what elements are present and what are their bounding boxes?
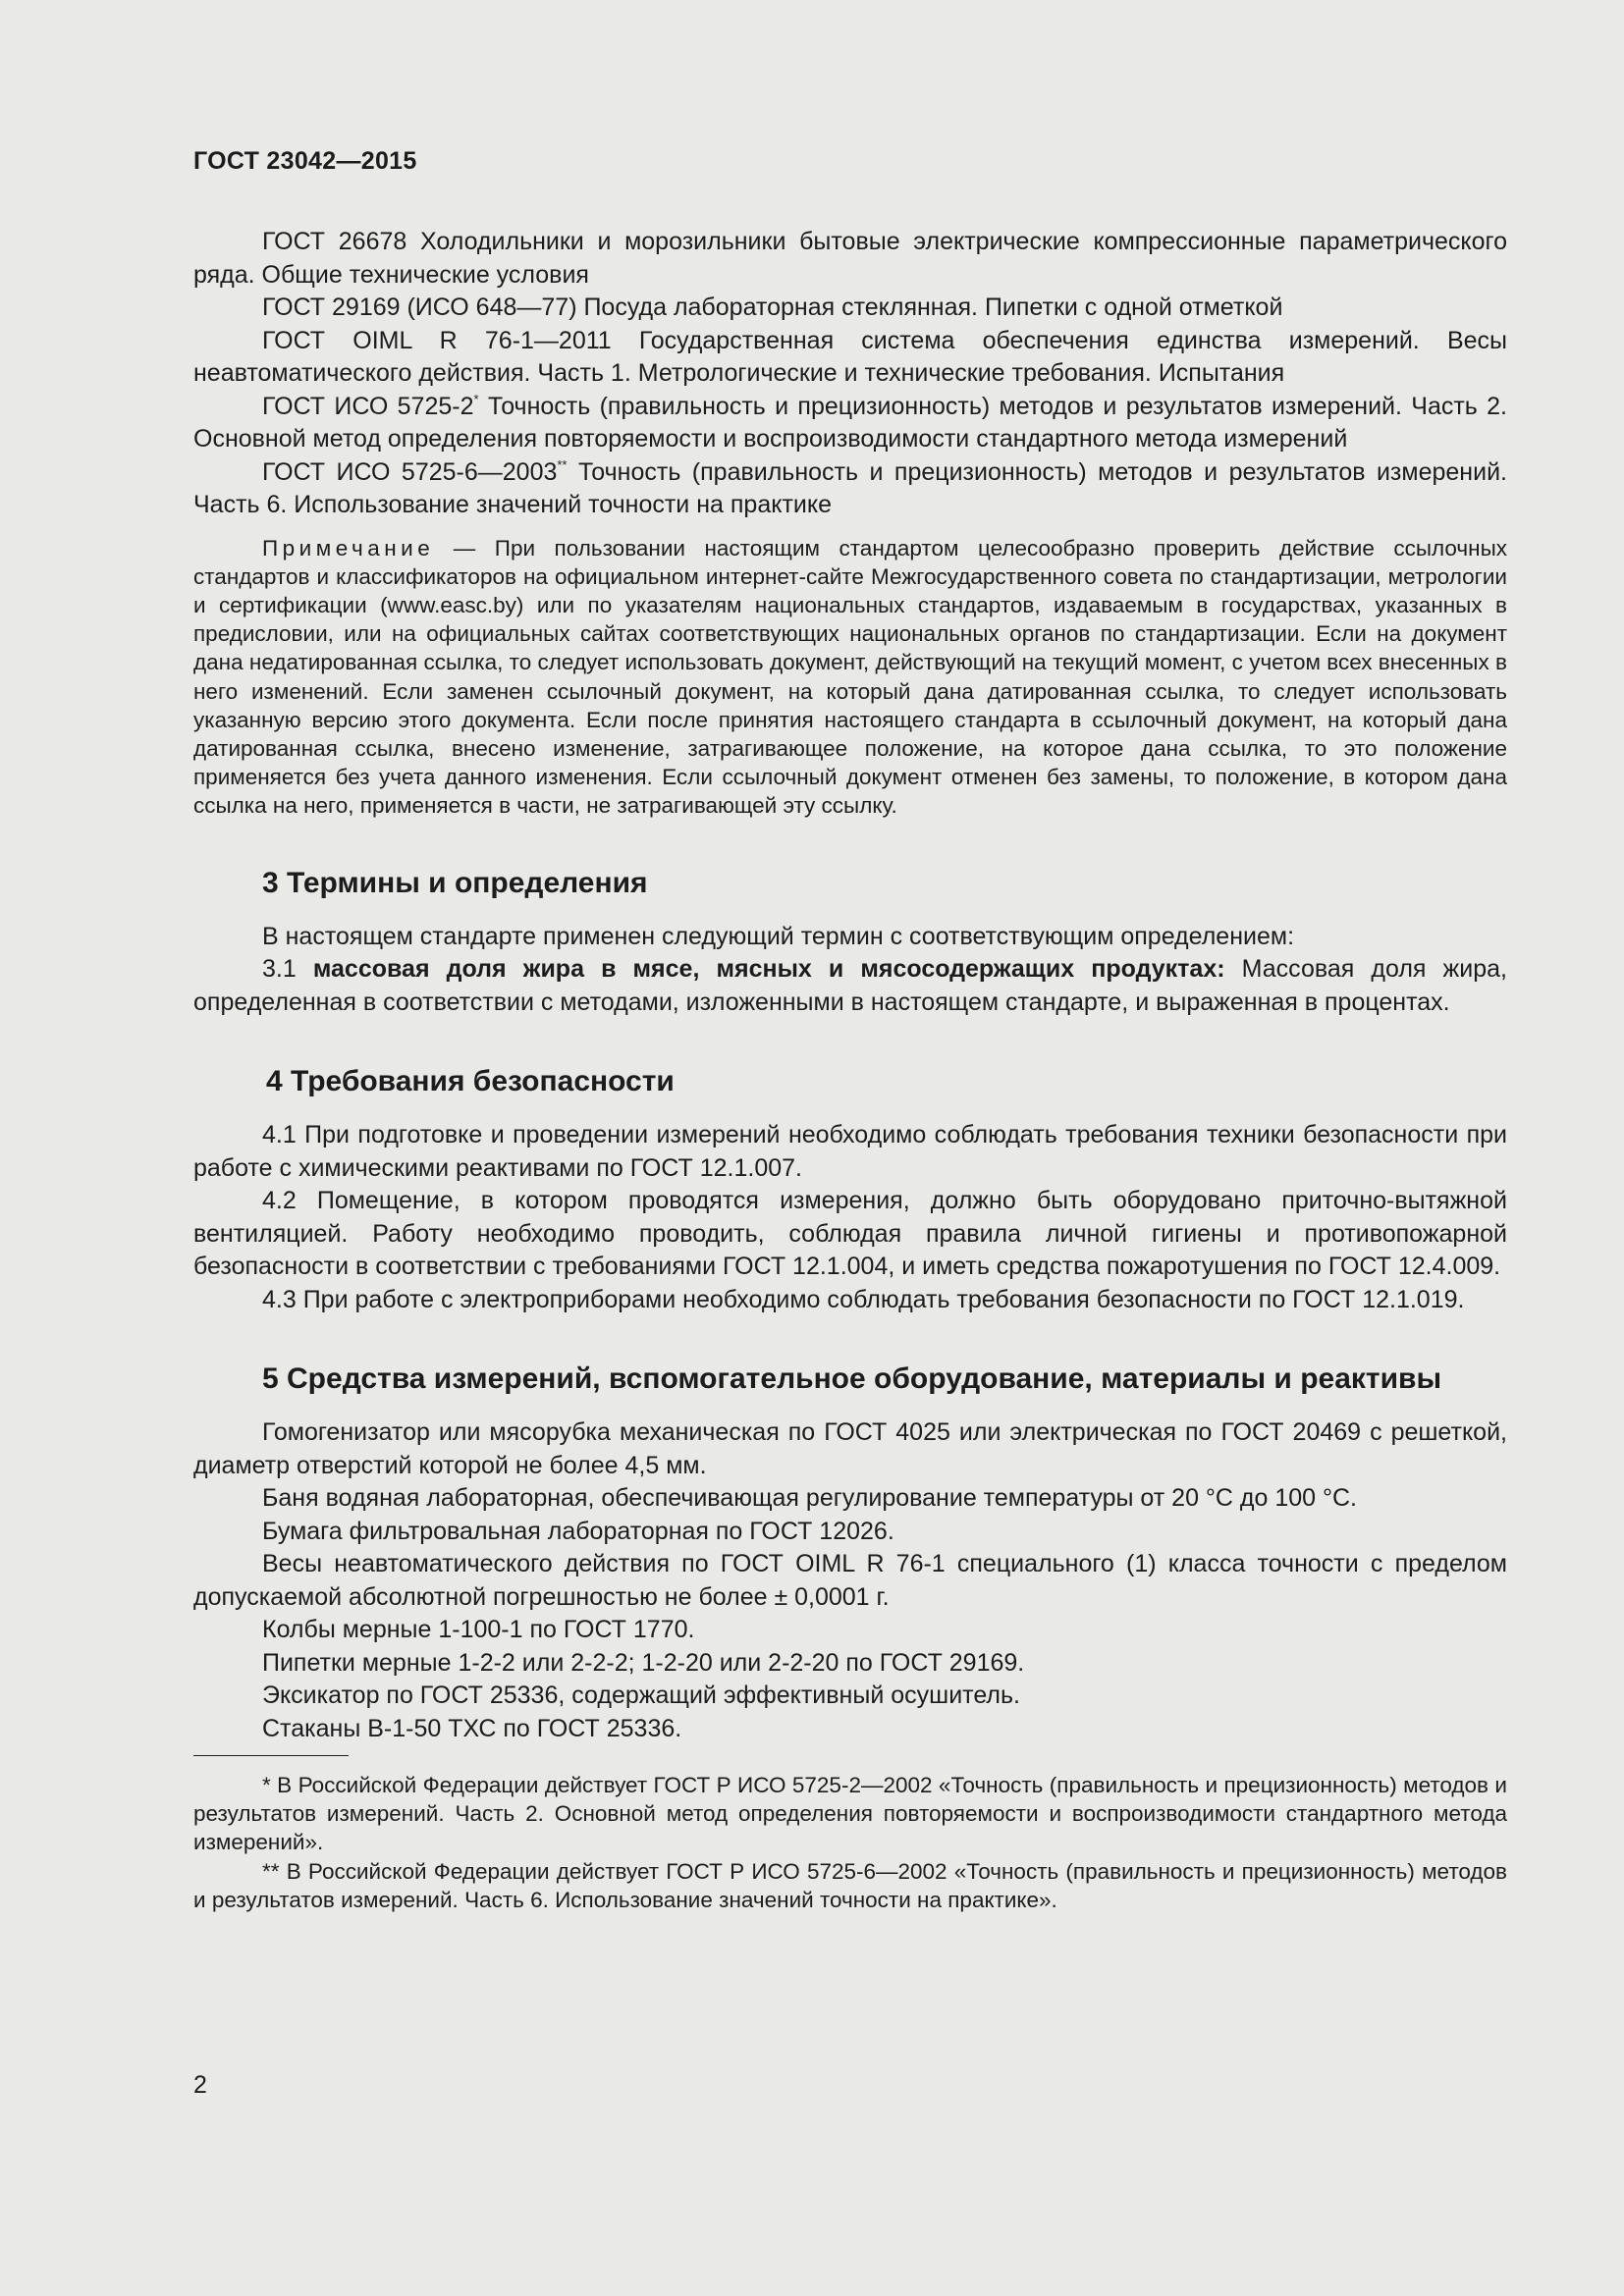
section-5-heading: 5 Средства измерений, вспомогательное оборудование, материалы и реактивы xyxy=(262,1362,1442,1396)
footnote-separator xyxy=(193,1755,349,1756)
note-text: — При пользовании настоящим стандартом целесообразно проверить действие ссылочных стандартов и классификаторов на официальном интернет-сайте Межгосударственного совета по стандартизации, метрологии и сертификации (www.easc.by) или по указателям национальных стандартов, издаваемым в государствах, указанных в предисловии, или на официальных сайтах соответствующих национальных органов по стандартизации. Если на документ дана недатированная ссылка, то следует использовать документ, действующий на текущий момент, с учетом всех внесенных в него изменений. Если заменен ссылочный документ, на который дана датированная ссылка, то следует использовать указанную версию этого документа. Если после принятия настоящего стандарта в ссылочный документ, на который дана датированная ссылка, внесено изменение, затрагивающее положение, на которое дана ссылка, то это положение применяется без учета данного изменения. Если ссылочный документ отменен без замены, то положение, в котором дана ссылка на него, применяется в части, не затрагивающей эту ссылку. xyxy=(193,535,1507,819)
section-4-item: 4.1 При подготовке и проведении измерений необходимо соблюдать требования техники безопасности при работе с химическими реактивами по ГОСТ 12.1.007. xyxy=(193,1121,1507,1182)
normative-references-list xyxy=(193,226,1507,522)
document-body xyxy=(193,226,1507,1914)
footnote-item: ** В Российской Федерации действует ГОСТ Р ИСО 5725-6—2002 «Точность (правильность и прецизионность) методов и результатов измерений. Часть 6. Использование значений точности на практике». xyxy=(193,1858,1507,1912)
document-header: ГОСТ 23042—2015 xyxy=(193,147,417,175)
equipment-item: Колбы мерные 1-100-1 по ГОСТ 1770. xyxy=(262,1616,695,1644)
footnote-item: * В Российской Федерации действует ГОСТ Р ИСО 5725-2—2002 «Точность (правильность и прецизионность) методов и результатов измерений. Часть 2. Основной метод определения повторяемости и воспроизводимости стандартного метода измерений». xyxy=(193,1773,1507,1855)
reference-item: ГОСТ ИСО 5725-6—2003** Точность (правильность и прецизионность) методов и результатов измерений. Часть 6. Использование значений точности на практике xyxy=(193,456,1507,518)
footnote-mark: * xyxy=(473,391,479,406)
equipment-item: Баня водяная лабораторная, обеспечивающая регулирование температуры от 20 °С до 100 °С. xyxy=(262,1484,1358,1513)
equipment-item: Эксикатор по ГОСТ 25336, содержащий эффективный осушитель. xyxy=(262,1682,1020,1710)
equipment-item: Весы неавтоматического действия по ГОСТ OIML R 76-1 специального (1) класса точности с пределом допускаемой абсолютной погрешностью не более ± 0,0001 г. xyxy=(193,1550,1507,1611)
footnote-mark: ** xyxy=(557,456,568,472)
section-4-heading: 4 Требования безопасности xyxy=(266,1065,675,1098)
reference-item: ГОСТ OIML R 76-1—2011 Государственная система обеспечения единства измерений. Весы неавтоматического действия. Часть 1. Метрологические и технические требования. Испытания xyxy=(193,326,1507,387)
reference-item: ГОСТ ИСО 5725-2* Точность (правильность и прецизионность) методов и результатов измерений. Часть 2. Основной метод определения повторяемости и воспроизводимости стандартного метода измерений xyxy=(193,391,1507,453)
note-paragraph xyxy=(193,534,1507,821)
note-label: Примечание xyxy=(262,535,435,561)
equipment-item: Гомогенизатор или мясорубка механическая по ГОСТ 4025 или электрическая по ГОСТ 20469 с решеткой, диаметр отверстий которой не более 4,5 мм. xyxy=(193,1418,1507,1479)
section-3-intro: В настоящем стандарте применен следующий термин с соответствующим определением: xyxy=(262,922,1295,950)
section-3-heading: 3 Термины и определения xyxy=(262,866,648,899)
section-4-item: 4.3 При работе с электроприборами необходимо соблюдать требования безопасности по ГОСТ 12.1.019. xyxy=(262,1285,1465,1313)
footnotes xyxy=(193,1771,1507,1914)
equipment-item: Бумага фильтровальная лабораторная по ГОСТ 12026. xyxy=(262,1517,894,1545)
section-4-item: 4.2 Помещение, в котором проводятся измерения, должно быть оборудовано приточно-вытяжной вентиляцией. Работу необходимо проводить, соблюдая правила личной гигиены и противопожарной безопасности в соответствии с требованиями ГОСТ 12.1.004, и иметь средства пожаротушения по ГОСТ 12.4.009. xyxy=(193,1187,1507,1281)
equipment-item: Пипетки мерные 1-2-2 или 2-2-2; 1-2-20 или 2-2-20 по ГОСТ 29169. xyxy=(262,1648,1025,1677)
reference-item: ГОСТ 29169 (ИСО 648—77) Посуда лабораторная стеклянная. Пипетки с одной отметкой xyxy=(262,294,1283,321)
equipment-item: Стаканы В-1-50 ТХС по ГОСТ 25336. xyxy=(262,1714,682,1742)
term-name: массовая доля жира в мясе, мясных и мясосодержащих продуктах: xyxy=(312,955,1225,984)
page-number: 2 xyxy=(193,2071,207,2099)
term-definition: 3.1 массовая доля жира в мясе, мясных и мясосодержащих продуктах: Массовая доля жира, определенная в соответствии с методами, изложенными в настоящем стандарте, и выраженная в процентах. xyxy=(193,955,1508,1016)
reference-item: ГОСТ 26678 Холодильники и морозильники бытовые электрические компрессионные параметрического ряда. Общие технические условия xyxy=(193,228,1507,289)
